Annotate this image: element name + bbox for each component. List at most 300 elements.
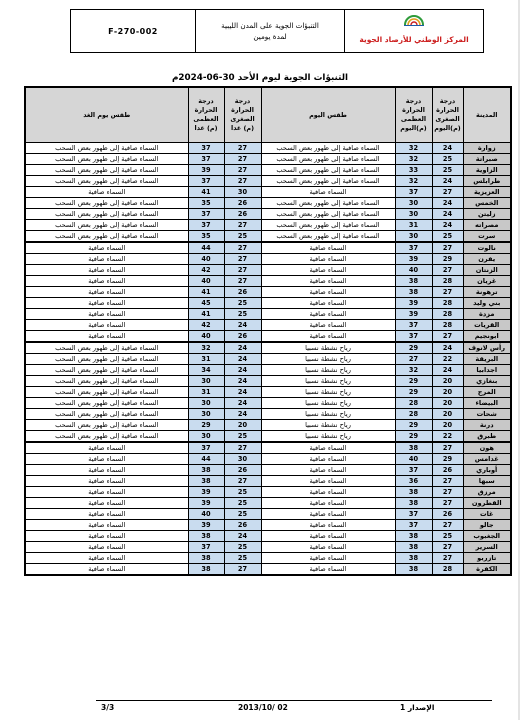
table-cell-max-tomorrow: 39 [188,487,224,498]
table-cell-min-tomorrow: 27 [224,143,261,154]
table-cell-max-today: 38 [395,276,432,287]
table-cell-weather-today: رياح نشطة نسبيا [261,376,395,387]
table-cell-weather-tomorrow: السماء صافية إلى ظهور بعض السحب [25,154,188,165]
table-cell-min-tomorrow: 24 [224,531,261,542]
table-cell-max-tomorrow: 30 [188,431,224,443]
table-cell-max-today: 30 [395,198,432,209]
table-cell-min-today: 24 [432,143,463,154]
table-cell-max-tomorrow: 32 [188,342,224,354]
form-code: F-270-002 [71,10,196,52]
table-cell-min-today: 25 [432,231,463,243]
table-cell-city: مرزق [463,487,511,498]
table-cell-weather-today: السماء صافية إلى ظهور بعض السحب [261,198,395,209]
table-cell-city: ترهونة [463,287,511,298]
table-cell-weather-tomorrow: السماء صافية إلى ظهور بعض السحب [25,176,188,187]
table-cell-city: طبرق [463,431,511,443]
table-cell-weather-tomorrow: السماء صافية [25,487,188,498]
table-cell-min-today: 28 [432,276,463,287]
table-cell-max-today: 38 [395,287,432,298]
table-header-row [25,87,511,143]
table-row [25,165,511,176]
table-cell-min-today: 20 [432,420,463,431]
table-cell-min-today: 27 [432,520,463,531]
table-cell-weather-tomorrow: السماء صافية [25,287,188,298]
table-cell-min-today: 27 [432,331,463,343]
table-cell-max-today: 37 [395,320,432,331]
table-cell-weather-tomorrow: السماء صافية إلى ظهور بعض السحب [25,387,188,398]
table-cell-city: صبراتة [463,154,511,165]
footer-date: 2013/10/ 02 [238,703,288,712]
table-cell-weather-today: السماء صافية [261,454,395,465]
forecast-table-body [25,143,511,576]
table-cell-min-tomorrow: 27 [224,265,261,276]
table-cell-weather-today: السماء صافية إلى ظهور بعض السحب [261,154,395,165]
table-cell-max-today: 36 [395,476,432,487]
table-cell-max-tomorrow: 31 [188,387,224,398]
table-cell-weather-tomorrow: السماء صافية إلى ظهور بعض السحب [25,376,188,387]
table-cell-min-today: 24 [432,176,463,187]
table-cell-max-tomorrow: 37 [188,209,224,220]
table-cell-max-tomorrow: 44 [188,454,224,465]
table-cell-min-tomorrow: 26 [224,209,261,220]
table-cell-city: غات [463,509,511,520]
table-row [25,342,511,354]
table-cell-weather-tomorrow: السماء صافية [25,520,188,531]
table-cell-max-today: 28 [395,409,432,420]
table-cell-max-tomorrow: 40 [188,276,224,287]
table-cell-weather-tomorrow: السماء صافية [25,498,188,509]
table-cell-weather-today: السماء صافية [261,254,395,265]
table-cell-max-today: 37 [395,509,432,520]
table-cell-min-today: 29 [432,254,463,265]
table-row [25,187,511,198]
table-cell-city: الزاوية [463,165,511,176]
table-row [25,409,511,420]
table-cell-city: العزيزية [463,187,511,198]
table-row [25,220,511,231]
table-cell-weather-today: السماء صافية [261,298,395,309]
table-row [25,365,511,376]
table-cell-weather-tomorrow: السماء صافية [25,242,188,254]
table-row [25,143,511,154]
table-cell-weather-today: السماء صافية إلى ظهور بعض السحب [261,231,395,243]
table-cell-max-tomorrow: 31 [188,354,224,365]
table-cell-weather-tomorrow: السماء صافية [25,265,188,276]
table-cell-weather-today: السماء صافية [261,531,395,542]
table-cell-max-today: 37 [395,187,432,198]
table-cell-min-tomorrow: 25 [224,298,261,309]
table-cell-city: سرت [463,231,511,243]
table-cell-min-tomorrow: 27 [224,242,261,254]
table-cell-min-tomorrow: 26 [224,331,261,343]
table-cell-max-today: 29 [395,387,432,398]
table-row [25,387,511,398]
table-cell-min-today: 27 [432,498,463,509]
table-cell-min-today: 27 [432,487,463,498]
table-row [25,487,511,498]
page-title: التنبؤات الجوية ليوم الأحد 30-06-2024م [171,73,349,83]
table-cell-min-today: 25 [432,165,463,176]
table-cell-min-today: 29 [432,454,463,465]
table-cell-weather-tomorrow: السماء صافية إلى ظهور بعض السحب [25,431,188,443]
table-cell-min-today: 25 [432,154,463,165]
table-cell-weather-today: السماء صافية [261,487,395,498]
table-cell-weather-today: السماء صافية [261,442,395,454]
table-cell-weather-today: السماء صافية إلى ظهور بعض السحب [261,143,395,154]
table-cell-min-tomorrow: 26 [224,287,261,298]
header-title-line2: لمدة يومين [253,32,287,41]
table-cell-min-tomorrow: 27 [224,276,261,287]
table-cell-min-today: 24 [432,220,463,231]
table-cell-weather-tomorrow: السماء صافية [25,454,188,465]
table-cell-max-today: 38 [395,487,432,498]
table-row [25,231,511,243]
table-cell-weather-tomorrow: السماء صافية إلى ظهور بعض السحب [25,209,188,220]
table-row [25,354,511,365]
table-cell-city: زليتن [463,209,511,220]
table-cell-weather-today: السماء صافية [261,542,395,553]
table-cell-weather-today: السماء صافية [261,320,395,331]
table-cell-weather-today: رياح نشطة نسبيا [261,398,395,409]
table-cell-min-today: 28 [432,564,463,576]
column-header-min-today: درجة الحرارة الصغرى (م)اليوم [432,87,463,143]
table-cell-weather-today: رياح نشطة نسبيا [261,342,395,354]
table-cell-min-today: 26 [432,509,463,520]
table-cell-max-tomorrow: 30 [188,409,224,420]
table-cell-weather-tomorrow: السماء صافية إلى ظهور بعض السحب [25,398,188,409]
table-cell-city: الخمس [463,198,511,209]
table-cell-max-tomorrow: 41 [188,187,224,198]
table-cell-min-tomorrow: 30 [224,454,261,465]
table-cell-min-today: 27 [432,542,463,553]
table-cell-max-today: 37 [395,465,432,476]
table-cell-min-today: 27 [432,476,463,487]
table-cell-max-today: 38 [395,498,432,509]
table-cell-min-tomorrow: 26 [224,198,261,209]
table-cell-city: سبها [463,476,511,487]
table-cell-weather-today: السماء صافية [261,564,395,576]
table-cell-min-tomorrow: 27 [224,165,261,176]
table-cell-city: تازربو [463,553,511,564]
table-cell-min-tomorrow: 27 [224,154,261,165]
table-cell-max-today: 32 [395,176,432,187]
table-cell-min-tomorrow: 25 [224,309,261,320]
table-cell-max-today: 32 [395,365,432,376]
table-cell-max-today: 39 [395,309,432,320]
column-header-max-tomorrow: درجة الحرارة العظمى (م) غدا [188,87,224,143]
table-row [25,542,511,553]
table-cell-weather-tomorrow: السماء صافية [25,531,188,542]
table-cell-max-tomorrow: 29 [188,420,224,431]
table-cell-city: ابونجيم [463,331,511,343]
table-cell-min-today: 27 [432,553,463,564]
table-cell-max-today: 38 [395,442,432,454]
table-cell-weather-tomorrow: السماء صافية [25,298,188,309]
table-cell-max-tomorrow: 37 [188,542,224,553]
table-cell-max-today: 29 [395,342,432,354]
table-cell-city: القطرون [463,498,511,509]
table-cell-max-tomorrow: 38 [188,465,224,476]
table-row [25,198,511,209]
table-cell-min-tomorrow: 24 [224,365,261,376]
table-cell-min-today: 27 [432,442,463,454]
table-cell-city: أوباري [463,465,511,476]
table-cell-weather-tomorrow: السماء صافية [25,276,188,287]
table-cell-max-tomorrow: 42 [188,265,224,276]
table-cell-min-tomorrow: 26 [224,465,261,476]
table-cell-max-today: 30 [395,209,432,220]
table-cell-min-tomorrow: 25 [224,231,261,243]
table-cell-max-today: 33 [395,165,432,176]
table-cell-max-tomorrow: 38 [188,564,224,576]
table-cell-max-today: 29 [395,431,432,443]
table-cell-city: هون [463,442,511,454]
table-cell-weather-tomorrow: السماء صافية [25,254,188,265]
table-row [25,553,511,564]
table-cell-min-tomorrow: 27 [224,564,261,576]
column-header-max-today: درجة الحرارة العظمى (م)اليوم [395,87,432,143]
table-cell-max-tomorrow: 45 [188,298,224,309]
table-cell-weather-today: السماء صافية إلى ظهور بعض السحب [261,165,395,176]
table-cell-max-today: 38 [395,542,432,553]
table-cell-min-tomorrow: 24 [224,376,261,387]
table-cell-weather-tomorrow: السماء صافية [25,309,188,320]
table-cell-max-today: 32 [395,154,432,165]
table-row [25,298,511,309]
table-cell-weather-tomorrow: السماء صافية [25,553,188,564]
table-cell-min-today: 28 [432,320,463,331]
table-cell-city: بني وليد [463,298,511,309]
table-cell-weather-tomorrow: السماء صافية [25,187,188,198]
table-cell-max-tomorrow: 44 [188,242,224,254]
table-row [25,287,511,298]
table-cell-min-today: 25 [432,531,463,542]
table-cell-max-today: 31 [395,220,432,231]
table-cell-weather-today: السماء صافية [261,265,395,276]
table-cell-min-today: 20 [432,409,463,420]
table-cell-min-tomorrow: 24 [224,409,261,420]
table-cell-weather-tomorrow: السماء صافية [25,542,188,553]
table-cell-max-tomorrow: 40 [188,254,224,265]
column-header-min-tomorrow: درجة الحرارة الصغرى (م) غدا [224,87,261,143]
table-cell-weather-today: السماء صافية إلى ظهور بعض السحب [261,176,395,187]
table-cell-min-tomorrow: 27 [224,176,261,187]
table-cell-min-tomorrow: 30 [224,187,261,198]
table-cell-max-tomorrow: 42 [188,320,224,331]
table-cell-min-tomorrow: 24 [224,387,261,398]
table-cell-weather-today: رياح نشطة نسبيا [261,365,395,376]
table-cell-max-today: 37 [395,520,432,531]
table-cell-min-today: 22 [432,431,463,443]
table-cell-city: الجغبوب [463,531,511,542]
column-header-weather-tomorrow: طقس يوم الغد [25,87,188,143]
table-cell-weather-tomorrow: السماء صافية [25,331,188,343]
table-cell-weather-today: السماء صافية [261,242,395,254]
table-cell-weather-tomorrow: السماء صافية إلى ظهور بعض السحب [25,342,188,354]
table-cell-weather-today: السماء صافية [261,476,395,487]
table-cell-min-today: 26 [432,465,463,476]
table-cell-min-tomorrow: 27 [224,476,261,487]
table-cell-min-tomorrow: 25 [224,431,261,443]
table-row [25,476,511,487]
column-header-weather-today: طقس اليوم [261,87,395,143]
table-cell-max-tomorrow: 39 [188,165,224,176]
table-cell-city: البيضاء [463,398,511,409]
table-cell-weather-today: السماء صافية [261,509,395,520]
table-cell-max-today: 32 [395,143,432,154]
table-cell-max-tomorrow: 37 [188,154,224,165]
table-cell-min-today: 20 [432,376,463,387]
table-cell-max-today: 37 [395,331,432,343]
table-cell-weather-today: السماء صافية [261,187,395,198]
table-cell-max-today: 38 [395,531,432,542]
table-cell-min-tomorrow: 25 [224,498,261,509]
organization-name: المركز الوطني للأرصاد الجوية [359,34,469,44]
table-row [25,454,511,465]
table-cell-max-tomorrow: 37 [188,220,224,231]
table-cell-max-tomorrow: 37 [188,143,224,154]
table-cell-min-today: 24 [432,198,463,209]
table-row [25,176,511,187]
table-cell-weather-today: السماء صافية [261,331,395,343]
table-cell-min-tomorrow: 26 [224,520,261,531]
table-cell-weather-tomorrow: السماء صافية إلى ظهور بعض السحب [25,420,188,431]
table-cell-max-tomorrow: 30 [188,376,224,387]
table-cell-weather-today: السماء صافية [261,287,395,298]
table-row [25,509,511,520]
table-cell-min-today: 20 [432,398,463,409]
table-cell-min-tomorrow: 25 [224,487,261,498]
table-cell-min-tomorrow: 24 [224,354,261,365]
table-cell-min-today: 28 [432,298,463,309]
table-cell-city: السرير [463,542,511,553]
table-cell-max-today: 38 [395,564,432,576]
table-cell-max-tomorrow: 30 [188,398,224,409]
table-cell-city: مزدة [463,309,511,320]
table-row [25,531,511,542]
table-cell-max-today: 29 [395,420,432,431]
table-cell-weather-today: رياح نشطة نسبيا [261,409,395,420]
table-cell-city: البريقة [463,354,511,365]
table-cell-city: شحات [463,409,511,420]
table-row [25,209,511,220]
table-cell-max-today: 40 [395,454,432,465]
table-cell-city: الزنتان [463,265,511,276]
table-cell-weather-tomorrow: السماء صافية إلى ظهور بعض السحب [25,231,188,243]
table-row [25,320,511,331]
table-cell-weather-today: السماء صافية [261,276,395,287]
table-cell-max-tomorrow: 41 [188,287,224,298]
table-cell-max-tomorrow: 38 [188,531,224,542]
table-cell-weather-tomorrow: السماء صافية [25,509,188,520]
table-cell-weather-tomorrow: السماء صافية إلى ظهور بعض السحب [25,165,188,176]
table-cell-max-today: 38 [395,553,432,564]
table-cell-city: غريان [463,276,511,287]
table-row [25,276,511,287]
table-cell-max-today: 40 [395,265,432,276]
organization-block [345,10,483,52]
table-row [25,254,511,265]
table-cell-weather-today: رياح نشطة نسبيا [261,420,395,431]
header-title [196,10,345,52]
table-cell-weather-tomorrow: السماء صافية [25,564,188,576]
table-cell-city: زوارة [463,143,511,154]
page-edge [518,0,520,720]
table-cell-city: طرابلس [463,176,511,187]
table-cell-weather-tomorrow: السماء صافية إلى ظهور بعض السحب [25,354,188,365]
table-cell-weather-tomorrow: السماء صافية إلى ظهور بعض السحب [25,143,188,154]
table-cell-max-tomorrow: 35 [188,231,224,243]
table-cell-weather-today: السماء صافية [261,309,395,320]
table-row [25,331,511,343]
table-cell-city: يفرن [463,254,511,265]
header-title-line1: التنبؤات الجوية على المدن الليبية [221,21,319,30]
table-cell-min-tomorrow: 25 [224,542,261,553]
meteorology-logo-icon [403,13,425,27]
table-cell-min-tomorrow: 24 [224,398,261,409]
table-cell-city: المرج [463,387,511,398]
table-cell-weather-today: رياح نشطة نسبيا [261,387,395,398]
table-cell-weather-tomorrow: السماء صافية إلى ظهور بعض السحب [25,409,188,420]
table-cell-max-tomorrow: 38 [188,476,224,487]
table-cell-min-today: 22 [432,354,463,365]
table-cell-city: اجدابيا [463,365,511,376]
table-cell-weather-today: السماء صافية [261,520,395,531]
table-cell-min-today: 24 [432,365,463,376]
table-cell-min-tomorrow: 25 [224,509,261,520]
table-cell-max-tomorrow: 39 [188,498,224,509]
table-cell-weather-tomorrow: السماء صافية إلى ظهور بعض السحب [25,220,188,231]
table-row [25,431,511,443]
table-cell-max-today: 37 [395,242,432,254]
table-cell-weather-tomorrow: السماء صافية [25,465,188,476]
table-cell-city: بنغازي [463,376,511,387]
table-cell-city: مصراته [463,220,511,231]
table-cell-max-today: 28 [395,398,432,409]
table-cell-weather-today: رياح نشطة نسبيا [261,354,395,365]
table-row [25,376,511,387]
table-cell-min-today: 27 [432,287,463,298]
table-cell-max-tomorrow: 34 [188,365,224,376]
table-cell-min-tomorrow: 24 [224,342,261,354]
table-cell-weather-today: السماء صافية [261,465,395,476]
table-row [25,398,511,409]
table-cell-min-tomorrow: 27 [224,254,261,265]
table-cell-max-tomorrow: 40 [188,509,224,520]
table-cell-min-tomorrow: 27 [224,220,261,231]
footer-page-number: 3/3 [101,703,115,712]
forecast-table [24,86,512,576]
table-cell-max-tomorrow: 37 [188,176,224,187]
table-cell-weather-tomorrow: السماء صافية إلى ظهور بعض السحب [25,198,188,209]
table-cell-city: نالوت [463,242,511,254]
table-cell-weather-tomorrow: السماء صافية [25,442,188,454]
table-cell-min-tomorrow: 24 [224,320,261,331]
column-header-city: المدينة [463,87,511,143]
table-cell-min-today: 28 [432,309,463,320]
table-cell-weather-today: السماء صافية [261,498,395,509]
footer-divider [96,700,492,701]
table-cell-min-tomorrow: 27 [224,442,261,454]
table-row [25,564,511,576]
table-cell-city: درنة [463,420,511,431]
table-cell-city: جالو [463,520,511,531]
table-cell-min-today: 27 [432,187,463,198]
table-cell-max-tomorrow: 41 [188,309,224,320]
table-row [25,520,511,531]
table-cell-weather-tomorrow: السماء صافية إلى ظهور بعض السحب [25,365,188,376]
table-row [25,265,511,276]
